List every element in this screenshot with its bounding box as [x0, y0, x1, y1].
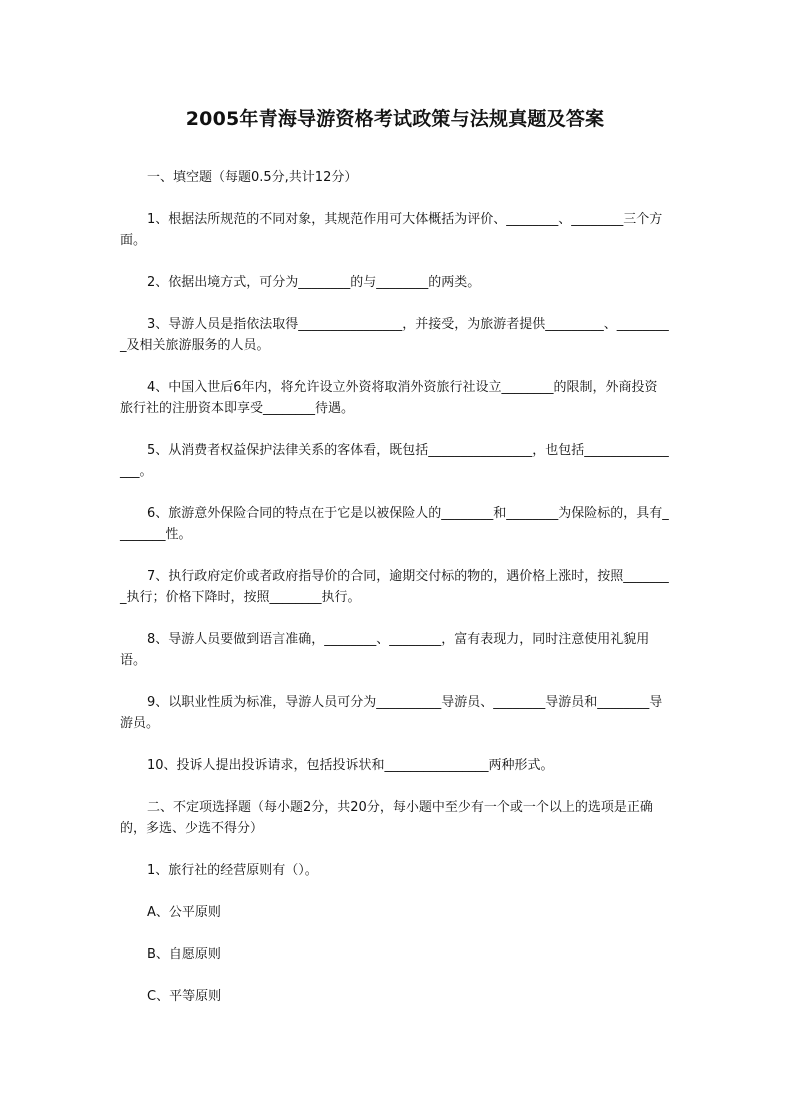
question-paragraph: 6、旅游意外保险合同的特点在于它是以被保险人的________和________为保险标的，具有________性。: [120, 506, 669, 542]
answer-option: B、自愿原则: [147, 947, 221, 962]
section-heading-multiple-choice: 二、不定项选择题（每小题2分，共20分，每小题中至少有一个或一个以上的选项是正确的，多选、少选不得分）: [120, 800, 653, 836]
question-paragraph: 3、导游人员是指依法取得________________，并接受，为旅游者提供_________、_________及相关旅游服务的人员。: [120, 317, 669, 353]
question-paragraph: 4、中国入世后6年内，将允许设立外资将取消外资旅行社设立________的限制，外商投资旅行社的注册资本即享受________待遇。: [120, 380, 658, 416]
question-paragraph: 9、以职业性质为标准，导游人员可分为__________导游员、________导游员和________导游员。: [120, 695, 663, 731]
answer-option: C、平等原则: [147, 989, 222, 1004]
answer-option: A、公平原则: [147, 905, 221, 920]
document-title: 2005年青海导游资格考试政策与法规真题及答案: [185, 108, 605, 130]
question-paragraph: 10、投诉人提出投诉请求，包括投诉状和________________两种形式。: [147, 758, 554, 773]
question-paragraph: 1、旅行社的经营原则有（）。: [147, 863, 318, 878]
question-paragraph: 8、导游人员要做到语言准确，________、________，富有表现力，同时注意使用礼貌用语。: [120, 632, 650, 668]
section-heading-fill-blank: 一、填空题（每题0.5分,共计12分）: [147, 170, 358, 185]
question-paragraph: 1、根据法所规范的不同对象，其规范作用可大体概括为评价、________、________三个方面。: [120, 212, 663, 248]
question-paragraph: 7、执行政府定价或者政府指导价的合同，逾期交付标的物的，遇价格上涨时，按照________执行；价格下降时，按照________执行。: [120, 569, 669, 605]
question-paragraph: 2、依据出境方式，可分为________的与________的两类。: [147, 275, 481, 290]
question-paragraph: 5、从消费者权益保护法律关系的客体看，既包括________________，也包括________________。: [120, 443, 669, 479]
